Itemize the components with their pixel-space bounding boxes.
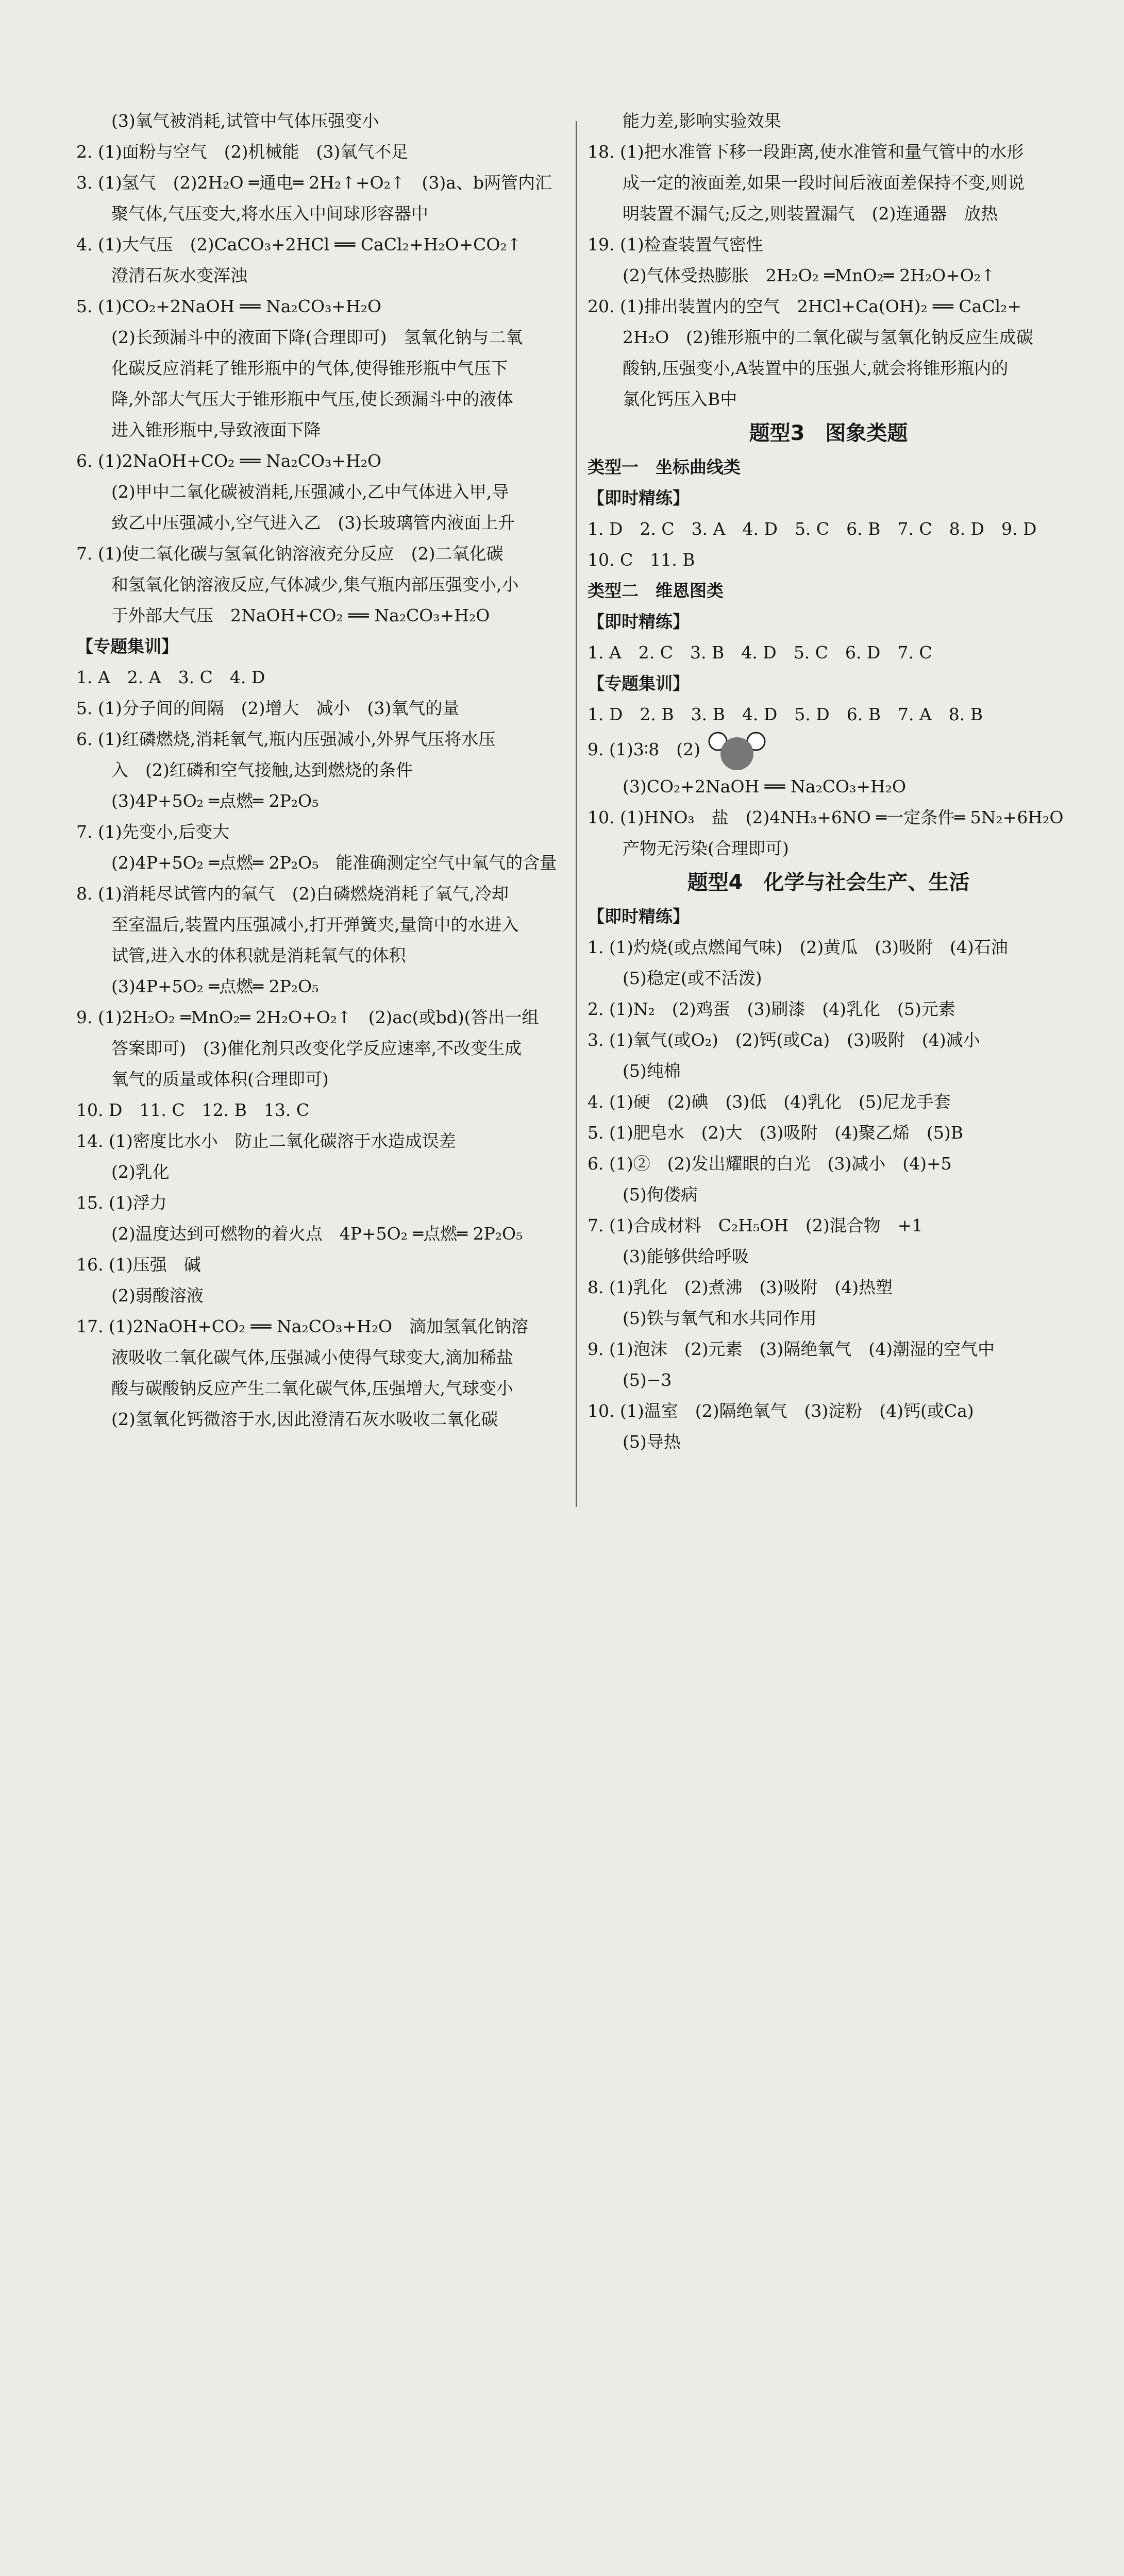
exercise-section-label: 【即时精练】 <box>588 612 690 632</box>
answer-continuation: 酸钠,压强变小,A装置中的压强大,就会将锥形瓶内的 <box>623 358 1009 378</box>
answer-line: 5. (1)CO₂+2NaOH ══ Na₂CO₃+H₂O <box>76 296 382 316</box>
exercise-section-label: 【即时精练】 <box>588 906 690 926</box>
answer-continuation: 化碳反应消耗了锥形瓶中的气体,使得锥形瓶中气压下 <box>111 358 508 378</box>
answer-continuation: 成一定的液面差,如果一段时间后液面差保持不变,则说 <box>623 173 1025 193</box>
answer-continuation: 聚气体,气压变大,将水压入中间球形容器中 <box>111 204 428 224</box>
answer-continuation: 明装置不漏气;反之,则装置漏气 (2)连通器 放热 <box>623 204 998 224</box>
answer-line: 4. (1)大气压 (2)CaCO₃+2HCl ══ CaCl₂+H₂O+CO₂↑ <box>76 234 522 255</box>
answer-continuation: 试管,进入水的体积就是消耗氧气的体积 <box>111 945 406 965</box>
answer-continuation: (5)铁与氧气和水共同作用 <box>623 1308 817 1328</box>
exercise-section-label: 【专题集训】 <box>76 636 178 656</box>
answer-line: 2. (1)面粉与空气 (2)机械能 (3)氧气不足 <box>76 142 409 162</box>
answer-continuation: 澄清石灰水变浑浊 <box>111 265 247 285</box>
answer-continuation: 入 (2)红磷和空气接触,达到燃烧的条件 <box>111 760 413 780</box>
answer-continuation: 答案即可) (3)催化剂只改变化学反应速率,不改变生成 <box>111 1038 522 1058</box>
answer-continuation: 液吸收二氧化碳气体,压强减小使得气球变大,滴加稀盐 <box>111 1347 513 1367</box>
answer-continuation: (3)CO₂+2NaOH ══ Na₂CO₃+H₂O <box>623 776 907 796</box>
answer-continuation: 降,外部大气压大于锥形瓶中气压,使长颈漏斗中的液体 <box>111 389 513 409</box>
answer-continuation: (5)纯棉 <box>623 1061 681 1081</box>
answer-continuation: (2)长颈漏斗中的液面下降(合理即可) 氢氧化钠与二氧 <box>111 327 523 347</box>
answer-continuation: 和氢氧化钠溶液反应,气体减少,集气瓶内部压强变小,小 <box>111 574 519 595</box>
answer-line: 6. (1)2NaOH+CO₂ ══ Na₂CO₃+H₂O <box>76 451 382 471</box>
answer-line: 1. (1)灼烧(或点燃闻气味) (2)黄瓜 (3)吸附 (4)石油 <box>588 937 1008 957</box>
answer-line: 9. (1)2H₂O₂ ═MnO₂═ 2H₂O+O₂↑ (2)ac(或bd)(答出一组 <box>76 1007 539 1027</box>
column-divider <box>576 121 577 1507</box>
answer-line: 10. (1)HNO₃ 盐 (2)4NH₃+6NO ═一定条件═ 5N₂+6H₂O <box>588 807 1064 827</box>
answer-line: 5. (1)分子间的间隔 (2)增大 减小 (3)氧气的量 <box>76 698 460 718</box>
answer-line: 7. (1)合成材料 C₂H₅OH (2)混合物 +1 <box>588 1215 923 1235</box>
answer-line: 19. (1)检查装置气密性 <box>588 234 763 255</box>
answer-line <box>588 730 1069 771</box>
answer-continuation: (5)稳定(或不活泼) <box>623 968 762 988</box>
answer-continuation: (5)导热 <box>623 1432 681 1452</box>
exercise-section-label: 【专题集训】 <box>588 673 690 693</box>
answer-line: 4. (1)硬 (2)碘 (3)低 (4)乳化 (5)尼龙手套 <box>588 1092 951 1112</box>
answer-line: 10. D 11. C 12. B 13. C <box>76 1100 310 1120</box>
answer-line: 6. (1)红磷燃烧,消耗氧气,瓶内压强减小,外界气压将水压 <box>76 729 496 749</box>
answer-continuation: (2)氢氧化钙微溶于水,因此澄清石灰水吸收二氧化碳 <box>111 1409 498 1429</box>
answer-continuation: (2)温度达到可燃物的着火点 4P+5O₂ ═点燃═ 2P₂O₅ <box>111 1224 523 1244</box>
answer-continuation: 氧气的质量或体积(合理即可) <box>111 1069 329 1089</box>
answer-continuation: 产物无污染(合理即可) <box>623 838 789 858</box>
answer-continuation: 至室温后,装置内压强减小,打开弹簧夹,量筒中的水进入 <box>111 914 519 935</box>
left-column <box>76 106 561 1435</box>
answer-line: 2. (1)N₂ (2)鸡蛋 (3)刷漆 (4)乳化 (5)元素 <box>588 999 955 1019</box>
answer-line: 6. (1)② (2)发出耀眼的白光 (3)减小 (4)+5 <box>588 1154 952 1174</box>
answer-continuation: 进入锥形瓶中,导致液面下降 <box>111 420 321 440</box>
answer-continuation: (2)4P+5O₂ ═点燃═ 2P₂O₅ 能准确测定空气中氧气的含量 <box>111 853 557 873</box>
answer-continuation: (5)−3 <box>623 1370 672 1390</box>
answer-text: 9. (1)3∶8 (2) <box>588 739 701 759</box>
answer-line: 14. (1)密度比水小 防止二氧化碳溶于水造成误差 <box>76 1131 456 1151</box>
answer-continuation: (5)佝偻病 <box>623 1184 698 1205</box>
answer-continuation: 2H₂O (2)锥形瓶中的二氧化碳与氢氧化钠反应生成碳 <box>623 327 1033 347</box>
answer-line: 10. (1)温室 (2)隔绝氧气 (3)淀粉 (4)钙(或Ca) <box>588 1401 974 1421</box>
answer-line: 1. D 2. C 3. A 4. D 5. C 6. B 7. C 8. D 9. D <box>588 519 1037 539</box>
answer-line: 3. (1)氢气 (2)2H₂O ═通电═ 2H₂↑+O₂↑ (3)a、b两管内汇 <box>76 173 552 193</box>
co2-molecule-icon <box>703 730 770 771</box>
answer-line: 8. (1)消耗尽试管内的氧气 (2)白磷燃烧消耗了氧气,冷却 <box>76 884 509 904</box>
answer-line: 10. C 11. B <box>588 550 695 570</box>
answer-continuation: (3)氧气被消耗,试管中气体压强变小 <box>111 111 379 131</box>
answer-line: 9. (1)泡沫 (2)元素 (3)隔绝氧气 (4)潮湿的空气中 <box>588 1339 995 1359</box>
answer-continuation: (3)4P+5O₂ ═点燃═ 2P₂O₅ <box>111 976 319 996</box>
answer-continuation: 氯化钙压入B中 <box>623 389 737 409</box>
answer-continuation: (2)气体受热膨胀 2H₂O₂ ═MnO₂═ 2H₂O+O₂↑ <box>623 265 995 285</box>
answer-line: 18. (1)把水准管下移一段距离,使水准管和量气管中的水形 <box>588 142 1024 162</box>
answer-continuation: 致乙中压强减小,空气进入乙 (3)长玻璃管内液面上升 <box>111 513 515 533</box>
answer-continuation: 于外部大气压 2NaOH+CO₂ ══ Na₂CO₃+H₂O <box>111 605 490 625</box>
answer-line: 3. (1)氧气(或O₂) (2)钙(或Ca) (3)吸附 (4)减小 <box>588 1030 980 1050</box>
answer-continuation: (3)能够供给呼吸 <box>623 1246 749 1266</box>
subsection-heading: 类型二 维恩图类 <box>588 581 724 601</box>
subsection-heading: 类型一 坐标曲线类 <box>588 457 741 477</box>
answer-continuation: (2)甲中二氧化碳被消耗,压强减小,乙中气体进入甲,导 <box>111 482 509 502</box>
answer-line: 7. (1)使二氧化碳与氢氧化钠溶液充分反应 (2)二氧化碳 <box>76 544 504 564</box>
answer-continuation: (2)乳化 <box>111 1162 170 1182</box>
answer-continuation: (3)4P+5O₂ ═点燃═ 2P₂O₅ <box>111 791 319 811</box>
answer-line: 1. D 2. B 3. B 4. D 5. D 6. B 7. A 8. B <box>588 704 983 724</box>
answer-line: 15. (1)浮力 <box>76 1193 167 1213</box>
answer-continuation: (2)弱酸溶液 <box>111 1285 204 1306</box>
section-heading: 题型4 化学与社会生产、生活 <box>687 871 970 894</box>
answer-line: 16. (1)压强 碱 <box>76 1255 201 1275</box>
page-footer <box>0 1528 1124 1584</box>
answer-line: 8. (1)乳化 (2)煮沸 (3)吸附 (4)热塑 <box>588 1277 893 1297</box>
answer-line: 1. A 2. C 3. B 4. D 5. C 6. D 7. C <box>588 642 932 663</box>
answer-line: 17. (1)2NaOH+CO₂ ══ Na₂CO₃+H₂O 滴加氢氧化钠溶 <box>76 1316 529 1336</box>
answer-line: 7. (1)先变小,后变大 <box>76 822 230 842</box>
exercise-section-label: 【即时精练】 <box>588 488 690 508</box>
answer-line: 20. (1)排出装置内的空气 2HCl+Ca(OH)₂ ══ CaCl₂+ <box>588 296 1021 316</box>
right-column <box>588 106 1069 1458</box>
answer-line: 5. (1)肥皂水 (2)大 (3)吸附 (4)聚乙烯 (5)B <box>588 1123 963 1143</box>
answer-continuation: 能力差,影响实验效果 <box>623 111 781 131</box>
section-heading: 题型3 图象类题 <box>749 421 908 445</box>
answer-continuation: 酸与碳酸钠反应产生二氧化碳气体,压强增大,气球变小 <box>111 1378 513 1398</box>
answer-line: 1. A 2. A 3. C 4. D <box>76 667 265 687</box>
